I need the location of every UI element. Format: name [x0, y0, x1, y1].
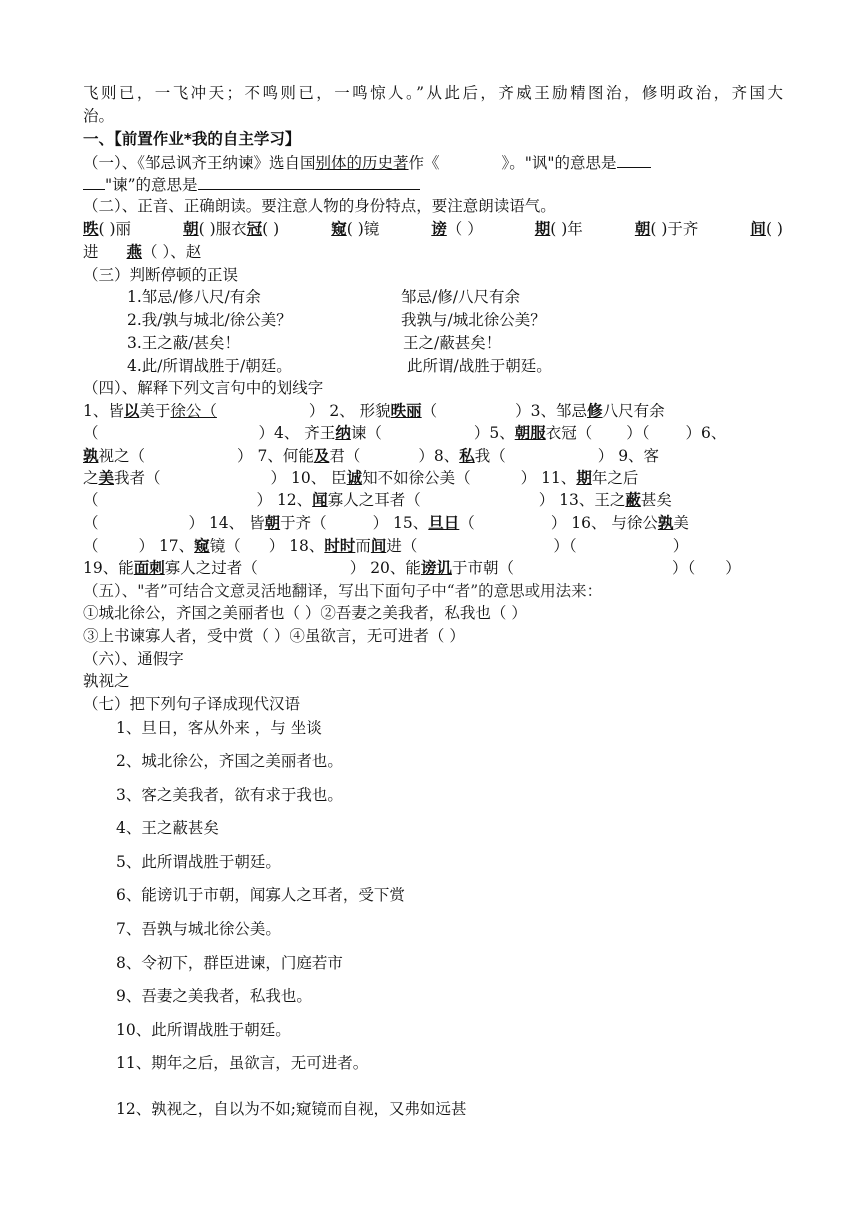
q3-title: （三）判断停顿的正误 — [83, 266, 239, 284]
q4-key: 私 — [459, 446, 475, 465]
q4-text: ）8、 — [418, 447, 460, 465]
q7-item: 5、此所谓战胜于朝廷。 — [116, 853, 281, 871]
q4-key: 美 — [98, 468, 115, 487]
q4-text: 1、皆 — [83, 402, 124, 420]
q4-key: 孰 — [83, 446, 99, 465]
q4-text: 美 — [673, 514, 689, 532]
q2-word: 朝 — [634, 219, 651, 238]
q4-text: 我者（ — [114, 469, 161, 487]
q4-text: ） — [672, 537, 689, 555]
q1-text-c: 作《 — [408, 154, 440, 172]
q4-text: （ — [421, 402, 438, 420]
q2-item-6 — [635, 219, 699, 239]
q4-line-2 — [83, 423, 783, 443]
q4-text: ） — [725, 559, 741, 577]
q2-word: 冠 — [246, 219, 263, 238]
q1-text-e: "谏”的意思是 — [105, 176, 198, 194]
q4-key: 纳 — [335, 423, 351, 442]
q4-text: ） 9、客 — [597, 447, 660, 465]
q2-blank: ( )镜 — [346, 220, 380, 238]
q2-word: 间 — [750, 219, 766, 238]
q3-right: 邹忌/修/八尺有余 — [401, 288, 520, 306]
q5-title: （五）、"者”可结合文意灵活地翻译，写出下面句子中“者”的意思或用法来： — [83, 582, 603, 600]
q7-item: 9、吾妻之美我者，私我也。 — [116, 987, 312, 1005]
q7-item: 12、孰视之，自以为不如;窥镜而自视，又弗如远甚 — [116, 1100, 467, 1118]
q4-line-8 — [83, 558, 783, 578]
q7-item: 7、吾孰与城北徐公美。 — [116, 920, 281, 938]
q2-row-2 — [83, 242, 783, 262]
q4-key: 朝服 — [514, 423, 546, 442]
q4-text: ） 13、王之 — [538, 491, 626, 509]
q4-text: ） 12、 — [256, 491, 313, 509]
q4-text: ） 7、何能 — [237, 447, 314, 465]
q7-item: 4、王之蔽甚矣 — [116, 819, 219, 837]
q4-key: 间 — [370, 536, 387, 555]
q4-text: ） 10、 臣 — [270, 469, 347, 487]
q4-title: （四）、解释下列文言句中的划线字 — [83, 379, 324, 397]
q4-key: 时时 — [324, 536, 356, 555]
q1-blank-1[interactable] — [617, 152, 651, 168]
q4-text: ） 16、 与徐公 — [550, 514, 658, 532]
q2-word: 窥 — [331, 219, 347, 238]
q4-key: 修 — [587, 401, 603, 420]
q1-line-2 — [83, 174, 783, 195]
q4-key: 蔽 — [625, 490, 641, 509]
q1-line-1 — [83, 152, 783, 173]
q2-blank: ( ) — [765, 220, 783, 238]
section-title: 一、【前置作业*我的自主学习】 — [83, 130, 301, 148]
q4-text: 谏（ — [350, 424, 382, 442]
q3-left: 4.此/所谓战胜于/朝廷。 — [127, 357, 292, 375]
q2-word: 谤 — [431, 219, 447, 238]
q3-right: 王之/蔽甚矣！ — [403, 334, 502, 352]
q4-text: 我（ — [474, 447, 506, 465]
q4-line-1 — [83, 401, 783, 421]
q4-text: ） 20、能 — [349, 559, 421, 577]
q7-item: 10、此所谓战胜于朝廷。 — [116, 1021, 291, 1039]
q4-text: ）3、邹忌 — [515, 402, 588, 420]
q4-text: 19、能 — [83, 559, 134, 577]
q4-key: 以 — [123, 401, 140, 420]
q2-item-4 — [431, 219, 482, 239]
q2-row2-prefix: 进 — [83, 243, 99, 261]
q4-text: 知不如徐公美（ — [362, 469, 471, 487]
q2-blank: ( )年 — [550, 220, 583, 238]
q3-left: 1.邹忌/修八尺/有余 — [127, 288, 261, 306]
q2-word: 朝 — [183, 219, 199, 238]
q2-item-7 — [750, 219, 783, 239]
q4-text: 衣冠（ — [545, 424, 593, 442]
q4-text: 寡人之过者（ — [164, 559, 258, 577]
q4-text: 进（ — [386, 537, 418, 555]
intro-line-2: 治。 — [83, 107, 115, 125]
q4-text: ） 2、 形貌 — [308, 402, 391, 420]
q4-key: 闻 — [312, 490, 328, 509]
q4-key: 及 — [313, 446, 330, 465]
q4-text: 八尺有余 — [602, 402, 665, 420]
q4-text: 美于 — [139, 402, 171, 420]
q4-text: 视之（ — [98, 447, 146, 465]
q4-text: ） 17、 — [138, 537, 195, 555]
q2-item-5 — [535, 219, 583, 239]
q2-row-1 — [83, 219, 783, 239]
q1-blank-2[interactable] — [83, 174, 105, 190]
q2-blank: ( )于齐 — [650, 220, 699, 238]
q4-key: 旦日 — [428, 513, 460, 532]
q4-text: ）4、 齐王 — [258, 424, 336, 442]
q2-word: 期 — [534, 219, 551, 238]
q3-item — [127, 356, 827, 376]
q4-text: ） 18、 — [268, 537, 325, 555]
q3-right: 我孰与/城北徐公美？ — [401, 311, 546, 329]
q4-key: 昳丽 — [390, 401, 422, 420]
q3-item — [127, 333, 827, 353]
q4-text: 镜（ — [209, 537, 241, 555]
q4-key: 朝 — [264, 513, 281, 532]
q3-left: 3.王之蔽/甚矣！ — [127, 334, 241, 352]
q1-text-a: （一）、《邹忌讽齐王纳谏》选自国 — [83, 154, 316, 172]
q4-line-7 — [83, 536, 783, 556]
q3-item — [127, 287, 827, 307]
q4-text: （ — [83, 491, 99, 509]
q4-key: 诚 — [346, 468, 363, 487]
q4-text: 徐公（ — [170, 402, 217, 420]
q2-word: 昳 — [83, 219, 99, 238]
q4-text: 于齐（ — [280, 514, 327, 532]
q4-text: ）（ — [671, 559, 696, 577]
q4-text: ） 14、 皆 — [188, 514, 265, 532]
q4-text: （ — [83, 514, 99, 532]
q4-text: ） 15、 — [372, 514, 429, 532]
q4-text: 于市朝（ — [451, 559, 514, 577]
q4-text: 寡人之耳者（ — [327, 491, 421, 509]
q4-text: ） 11、 — [520, 469, 577, 487]
q4-key: 面刺 — [133, 558, 165, 577]
q7-item: 6、能谤讥于市朝，闻寡人之耳者，受下赏 — [116, 886, 405, 904]
q6-line: 孰视之 — [83, 672, 130, 690]
q4-text: （ — [459, 514, 475, 532]
q4-key: 期 — [576, 468, 592, 487]
q4-text: ）5、 — [473, 424, 515, 442]
q2-blank: ( )丽 — [98, 220, 132, 238]
q4-text: 年之后 — [591, 469, 639, 487]
q7-item: 8、令初下，群臣进谏，门庭若市 — [116, 954, 343, 972]
q4-line-6 — [83, 513, 783, 533]
q4-text: （ — [83, 424, 99, 442]
q4-line-5 — [83, 490, 783, 510]
q7-item: 11、期年之后，虽欲言，无可进者。 — [116, 1054, 369, 1072]
q1-text-b: 别体的历史著 — [315, 154, 409, 172]
q1-blank-3[interactable] — [198, 174, 420, 190]
q7-title: （七）把下列句子译成现代汉语 — [83, 695, 301, 713]
q4-text: （ — [83, 537, 99, 555]
q2-word: 燕 — [126, 242, 143, 261]
q1-text-d: 》。"讽"的意思是 — [501, 154, 617, 172]
q4-text: ）（ — [553, 537, 577, 555]
q4-text: 君（ — [329, 447, 361, 465]
q6-title: （六）、通假字 — [83, 650, 184, 668]
q2-blank: ( )服衣 — [198, 220, 247, 238]
q7-item: 1、旦日，客从外来 ，与 坐谈 — [116, 719, 322, 737]
q2-item-1 — [183, 219, 279, 239]
q4-line-4 — [83, 468, 783, 488]
q3-left: 2.我/孰与城北/徐公美？ — [127, 311, 292, 329]
q2-item-0 — [83, 219, 131, 239]
q4-text: 甚矣 — [640, 491, 672, 509]
q4-key: 孰 — [657, 513, 674, 532]
intro-line-1: 飞则已，一飞冲天；不鸣则已，一鸣惊人。”从此后，齐威王励精图治，修明政治，齐国大 — [83, 84, 783, 102]
q2-blank: （ ） — [446, 220, 483, 238]
q4-text: ）（ — [626, 424, 650, 442]
q4-line-3 — [83, 446, 783, 466]
q2-blank: ( ) — [262, 220, 280, 238]
q4-key: 窥 — [194, 536, 210, 555]
q5-line-2: ③上书谏寡人者，受中赏（ ）④虽欲言，无可进者（ ） — [83, 627, 465, 645]
q2-row2-suffix: （ ）、赵 — [142, 243, 202, 261]
q5-line-1: ①城北徐公，齐国之美丽者也（ ）②吾妻之美我者，私我也（ ） — [83, 604, 527, 622]
q2-item-3 — [331, 219, 379, 239]
q4-text: 而 — [355, 537, 371, 555]
q4-text: ）6、 — [685, 424, 727, 442]
q2-title: （二）、正音、正确朗读。要注意人物的身份特点，要注意朗读语气。 — [83, 197, 556, 215]
q3-right: 此所谓/战胜于朝廷。 — [407, 357, 552, 375]
q7-item: 2、城北徐公，齐国之美丽者也。 — [116, 752, 343, 770]
q3-item — [127, 310, 827, 330]
q4-key: 谤讥 — [420, 558, 452, 577]
q7-item: 3、客之美我者，欲有求于我也。 — [116, 786, 343, 804]
q4-text: 之 — [83, 469, 99, 487]
